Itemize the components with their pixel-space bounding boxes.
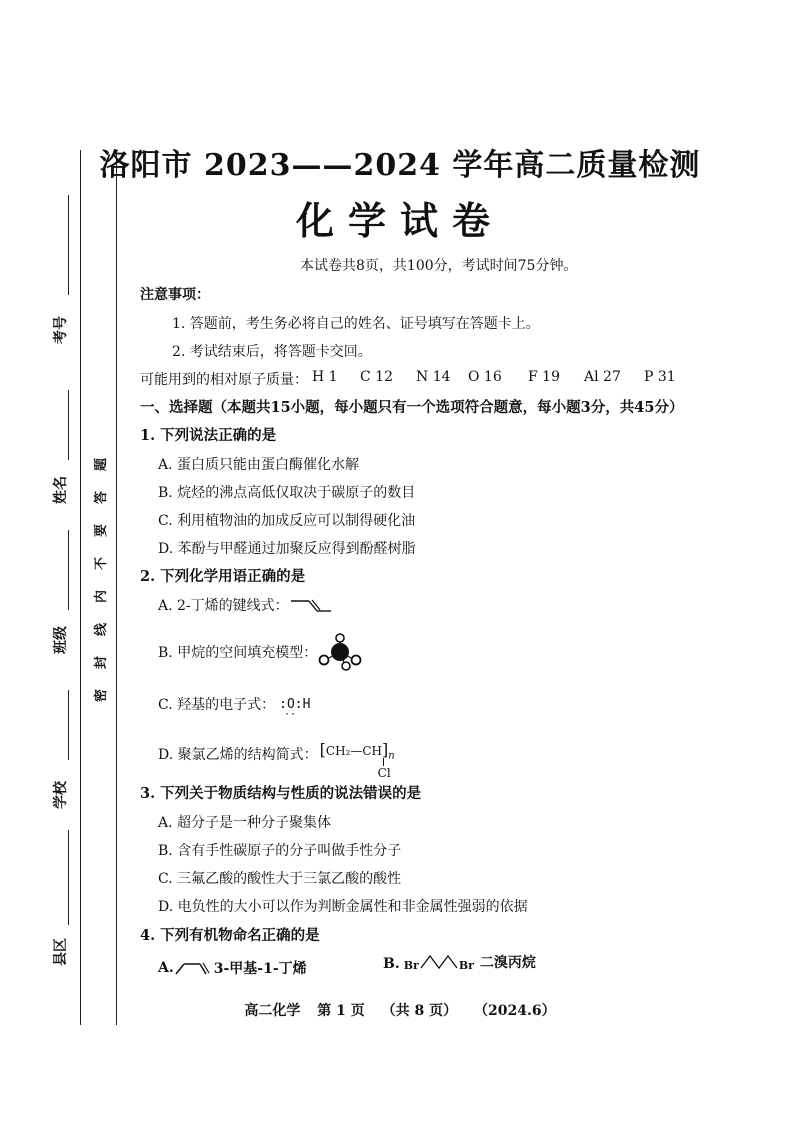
seal-char: 不	[94, 556, 110, 571]
margin-line-inner	[116, 150, 117, 1025]
seal-char: 封	[94, 655, 110, 670]
margin-line-outer	[80, 150, 81, 1025]
question-2-option-a-text: A. 2-丁烯的键线式：	[158, 598, 289, 614]
question-4-option-b-br1: Br	[403, 959, 419, 972]
question-2-option-b	[158, 632, 363, 672]
section-title: 一、选择题（本题共15小题，每小题只有一个选项符合题意，每小题3分，共45分）	[140, 399, 684, 416]
question-1-stem: 1. 下列说法正确的是	[140, 427, 277, 444]
pvc-chlorine-bond	[383, 758, 384, 766]
question-2-option-b-text: B. 甲烷的空间填充模型：	[158, 645, 318, 661]
footer-date: （2024.6）	[474, 1003, 556, 1019]
pvc-chlorine: Cl	[377, 766, 391, 780]
pvc-bracket-left: [	[319, 740, 326, 759]
methane-space-filling-model-icon	[317, 632, 363, 672]
atomic-mass-value: Al 27	[584, 369, 621, 385]
question-2-option-d-text: D. 聚氯乙烯的结构简式：	[158, 747, 318, 763]
field-class-rule	[68, 530, 69, 610]
question-4-option-b-prefix: B.	[383, 956, 400, 972]
question-2-stem: 2. 下列化学用语正确的是	[140, 568, 306, 585]
field-name-rule	[68, 390, 69, 460]
footer-course: 高二化学	[244, 1003, 301, 1019]
question-3-option-d: D. 电负性的大小可以作为判断金属性和非金属性强弱的依据	[158, 899, 528, 915]
2-butene-skeletal-icon	[289, 597, 333, 613]
question-1-option-d: D. 苯酚与甲醛通过加聚反应得到酚醛树脂	[158, 541, 416, 557]
question-4-option-a	[158, 958, 307, 978]
seal-char: 密	[94, 688, 110, 703]
atomic-mass-value: P 31	[644, 369, 676, 385]
atomic-mass-value: O 16	[468, 369, 502, 385]
atomic-mass-value: H 1	[312, 369, 338, 385]
field-name	[28, 390, 72, 520]
notes-item: 2. 考试结束后，将答题卡交回。	[172, 344, 372, 360]
pvc-structural-formula	[319, 740, 395, 780]
field-school	[28, 690, 72, 820]
page-footer	[0, 1000, 800, 1020]
question-1-option-c: C. 利用植物油的加成反应可以制得硬化油	[158, 513, 416, 529]
question-3-option-c: C. 三氟乙酸的酸性大于三氯乙酸的酸性	[158, 871, 402, 887]
seal-char: 题	[94, 457, 110, 472]
hydroxyl-formula-text: :O:H	[279, 696, 311, 712]
question-2-option-c	[158, 694, 311, 720]
field-school-label: 学校	[53, 781, 69, 809]
question-4-option-b-name: 二溴丙烷	[479, 955, 536, 971]
dibromopropane-skeletal-icon	[419, 952, 459, 972]
question-3-stem: 3. 下列关于物质结构与性质的说法错误的是	[140, 785, 422, 802]
seal-char: 内	[94, 589, 110, 604]
seal-char: 线	[94, 622, 110, 637]
question-4-option-b	[383, 952, 536, 972]
atomic-mass-row	[140, 369, 676, 389]
atomic-mass-value: C 12	[360, 369, 393, 385]
field-class-label: 班级	[53, 626, 69, 654]
question-1-option-b: B. 烷烃的沸点高低仅取决于碳原子的数目	[158, 485, 416, 501]
notes-item: 1. 答题前，考生务必将自己的姓名、证号填写在答题卡上。	[172, 316, 540, 332]
question-4-option-a-prefix: A.	[158, 960, 174, 976]
atomic-mass-label: 可能用到的相对原子质量：	[140, 372, 308, 388]
question-4-option-b-br2: Br	[458, 959, 474, 972]
question-1-option-a: A. 蛋白质只能由蛋白酶催化水解	[158, 457, 360, 473]
field-school-rule	[68, 690, 69, 760]
question-2-option-a	[158, 595, 333, 615]
pvc-subscript: n	[388, 750, 395, 762]
hydroxyl-electron-formula	[279, 696, 311, 720]
question-3-option-b: B. 含有手性碳原子的分子叫做手性分子	[158, 843, 402, 859]
exam-subject: 化学试卷	[295, 199, 504, 243]
question-2-option-c-text: C. 羟基的电子式：	[158, 697, 276, 713]
question-3-option-a: A. 超分子是一种分子聚集体	[158, 815, 332, 831]
field-county	[28, 830, 72, 970]
question-4-stem: 4. 下列有机物命名正确的是	[140, 927, 320, 944]
notes-heading: 注意事项：	[140, 287, 210, 303]
footer-page: 第 1 页	[317, 1003, 365, 1019]
3-methyl-1-butene-skeletal-icon	[174, 960, 210, 976]
seal-char: 答	[94, 490, 110, 505]
seal-line-notice	[90, 455, 110, 705]
field-name-label: 姓名	[53, 476, 69, 504]
pvc-bracket-right: ]	[382, 740, 389, 759]
pvc-formula: CH₂—CH	[325, 744, 382, 758]
hydroxyl-bottom-dots: ··	[284, 708, 297, 720]
exam-title: 洛阳市 2023——2024 学年高二质量检测	[99, 148, 701, 183]
footer-total: （共 8 页）	[381, 1003, 458, 1019]
field-county-rule	[68, 830, 69, 925]
question-2-option-d	[158, 740, 395, 780]
field-county-label: 县区	[53, 938, 69, 966]
field-exam-number-label: 考号	[53, 316, 69, 344]
exam-info: 本试卷共8页，共100分，考试时间75分钟。	[300, 258, 578, 274]
question-4-option-a-name: 3-甲基-1-丁烯	[213, 961, 307, 977]
atomic-mass-value: F 19	[528, 369, 560, 385]
atomic-mass-value: N 14	[416, 369, 451, 385]
field-class	[28, 530, 72, 670]
seal-char: 要	[94, 523, 110, 538]
